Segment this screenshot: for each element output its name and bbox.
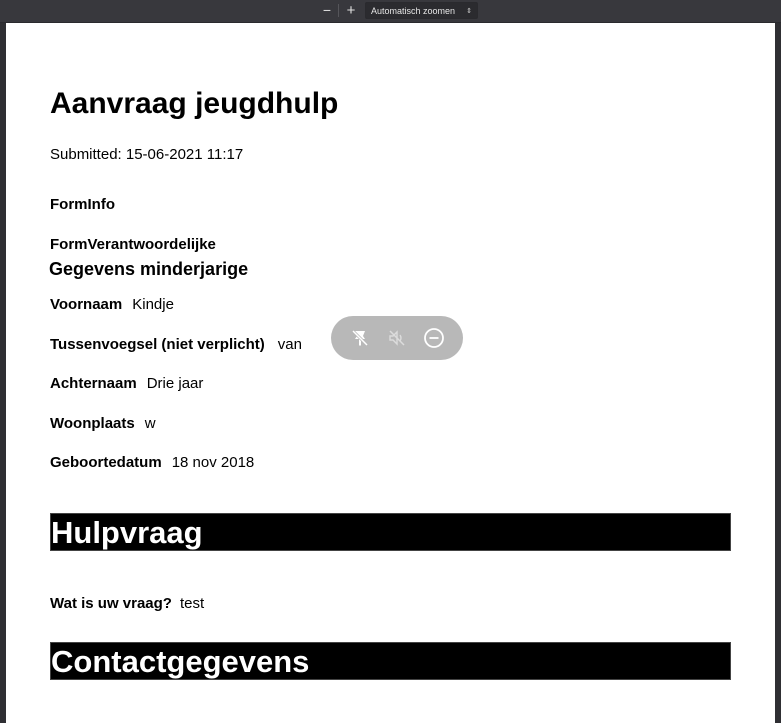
form-info-label: FormInfo (50, 196, 115, 213)
field-value: test (179, 595, 205, 612)
field-achternaam (50, 375, 203, 392)
field-voornaam (50, 296, 174, 313)
field-geboortedatum (50, 454, 254, 471)
minimize-button[interactable] (421, 325, 447, 351)
field-value: van (277, 336, 302, 353)
field-value: Drie jaar (146, 375, 204, 392)
pin-off-icon (350, 328, 370, 348)
field-label: Achternaam (50, 375, 137, 392)
viewer-scrollbar-track[interactable] (775, 23, 781, 723)
zoom-select[interactable] (365, 2, 478, 19)
field-woonplaats (50, 415, 156, 432)
pdf-viewer-toolbar (0, 0, 781, 23)
field-tussenvoegsel (50, 336, 302, 353)
zoom-in-button[interactable]: + (346, 2, 356, 19)
section-heading-contactgegevens: Contactgegevens (50, 642, 731, 680)
unpin-button[interactable] (347, 325, 373, 351)
field-label: Voornaam (50, 296, 123, 313)
field-value: Kindje (132, 296, 174, 313)
field-label: Woonplaats (50, 415, 135, 432)
submitted-timestamp: Submitted: 15-06-2021 11:17 (50, 146, 244, 163)
field-wat-is-uw-vraag (50, 595, 204, 612)
mute-button[interactable] (384, 325, 410, 351)
field-value: w (144, 415, 156, 432)
section-heading-minor: Gegevens minderjarige (49, 259, 249, 279)
toolbar-separator (338, 4, 339, 17)
section-heading-hulpvraag: Hulpvraag (50, 513, 731, 551)
zoom-select-value: Automatisch zoomen (371, 6, 456, 16)
minus-circle-icon (423, 327, 445, 349)
pdf-page (6, 23, 775, 723)
document-title: Aanvraag jeugdhulp (50, 87, 339, 120)
field-label: Wat is uw vraag? (50, 595, 172, 612)
select-arrows-icon: ⇕ (466, 8, 472, 15)
mute-icon (387, 328, 407, 348)
floating-media-controls (331, 316, 463, 360)
zoom-out-button[interactable]: − (322, 2, 332, 18)
form-responsible-label: FormVerantwoordelijke (50, 236, 216, 253)
field-label: Geboortedatum (50, 454, 162, 471)
field-value: 18 nov 2018 (171, 454, 255, 471)
field-label: Tussenvoegsel (niet verplicht) (50, 336, 265, 353)
